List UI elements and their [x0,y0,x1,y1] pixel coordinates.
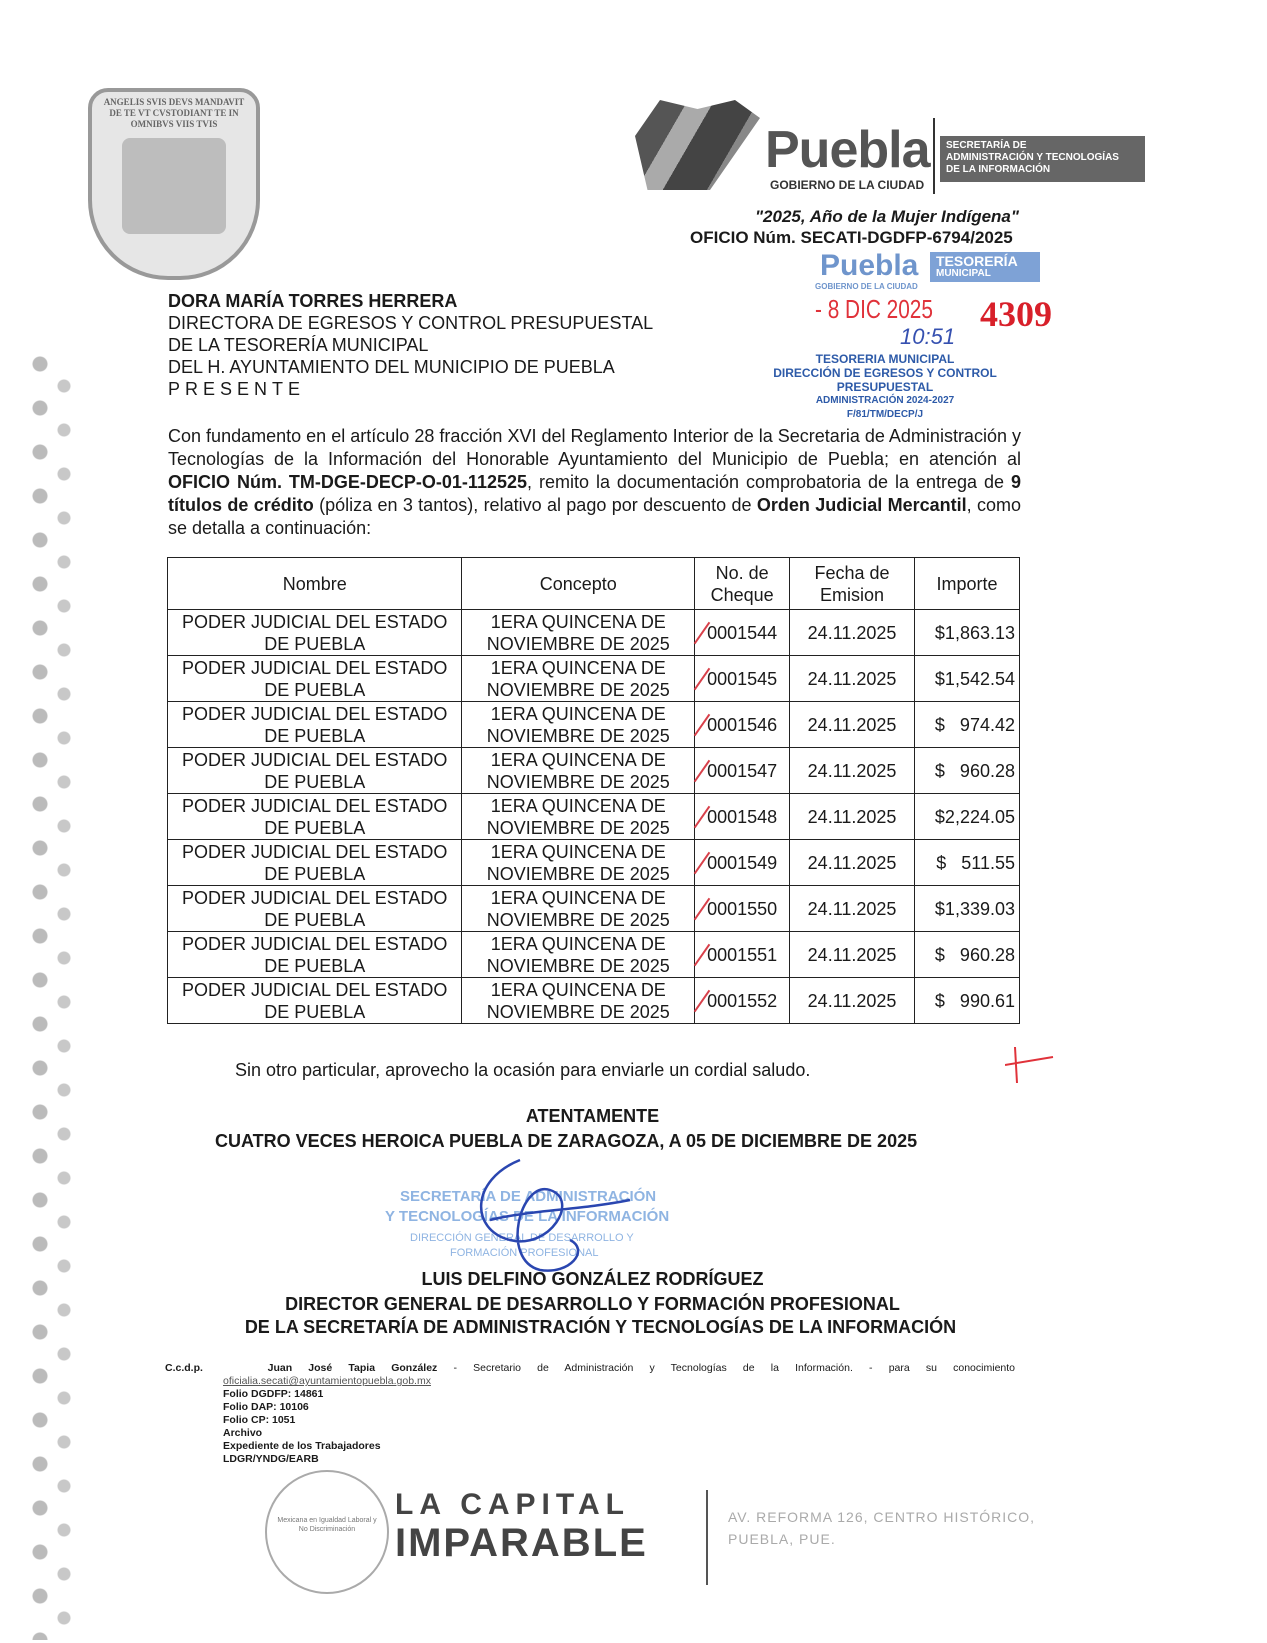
cell-importe: $1,339.03 [915,886,1020,932]
table-row [168,610,1020,656]
table-header-row [168,558,1020,610]
column-header: No. de Cheque [695,558,790,610]
crest-castle-icon [122,138,226,234]
cell-nombre: PODER JUDICIAL DEL ESTADO DE PUEBLA [168,656,462,702]
signer-title-1: DIRECTOR GENERAL DE DESARROLLO Y FORMACIÓN PROFESIONAL [285,1294,900,1314]
cell-importe: $ 960.28 [915,932,1020,978]
city-crest-logo [88,88,260,280]
addressee-presente: PRESENTE [168,379,306,399]
cell-concepto: 1ERA QUINCENA DE NOVIEMBRE DE 2025 [462,840,695,886]
received-date-stamp: - 8 DIC 2025 [815,294,933,324]
ccp-description: - Secretario de Administración y Tecnologías de la Información. - para su conocimiento [453,1362,1015,1374]
cell-nombre: PODER JUDICIAL DEL ESTADO DE PUEBLA [168,978,462,1024]
puebla-emblem-icon [635,100,760,190]
column-header: Nombre [168,558,462,610]
handwritten-signature [430,1140,650,1280]
cell-cheque: 0001547 [695,748,790,794]
tesoreria-box-line1: TESORERÍA [936,253,1018,269]
cell-nombre: PODER JUDICIAL DEL ESTADO DE PUEBLA [168,610,462,656]
body-text-2: , remito la documentación comprobatoria de la entrega de [527,472,1011,492]
ccp-label: C.c.d.p. [165,1362,203,1374]
cell-fecha: 24.11.2025 [790,610,915,656]
cell-concepto: 1ERA QUINCENA DE NOVIEMBRE DE 2025 [462,978,695,1024]
cell-concepto: 1ERA QUINCENA DE NOVIEMBRE DE 2025 [462,932,695,978]
address-line1: AV. REFORMA 126, CENTRO HISTÓRICO, [728,1509,1036,1525]
received-line3: PRESUPUESTAL [836,380,934,394]
archivo: Archivo [223,1427,263,1439]
closing-text: Sin otro particular, aprovecho la ocasión para enviarle un cordial saludo. [235,1060,811,1080]
received-line4: ADMINISTRACIÓN 2024-2027 [815,395,955,406]
expediente: Expediente de los Trabajadores [223,1440,381,1452]
place-and-date: CUATRO VECES HEROICA PUEBLA DE ZARAGOZA, A 05 DE DICIEMBRE DE 2025 [215,1131,918,1151]
initials: LDGR/YNDG/EARB [223,1453,319,1465]
addressee-block [168,290,653,400]
cell-cheque: 0001551 [695,932,790,978]
cell-cheque: 0001549 [695,840,790,886]
received-folio-number: 4309 [980,294,1052,334]
column-header: Fecha de Emision [790,558,915,610]
body-titles-count: 9 títulos de crédito [168,472,1021,515]
folio-cp: Folio CP: 1051 [223,1414,296,1426]
table-row [168,656,1020,702]
body-text-4: , como se detalla a continuación: [168,495,1021,538]
cell-fecha: 24.11.2025 [790,840,915,886]
column-header: Importe [915,558,1020,610]
secretaria-line1: SECRETARÍA DE [946,140,1027,151]
cell-importe: $ 974.42 [915,702,1020,748]
cell-importe: $1,542.54 [915,656,1020,702]
cell-fecha: 24.11.2025 [790,978,915,1024]
logo-word: Puebla [765,121,930,179]
addressee-line1: DIRECTORA DE EGRESOS Y CONTROL PRESUPUESTAL [168,313,654,333]
cell-importe: $2,224.05 [915,794,1020,840]
cell-importe: $ 960.28 [915,748,1020,794]
cell-concepto: 1ERA QUINCENA DE NOVIEMBRE DE 2025 [462,656,695,702]
footer-divider [706,1490,708,1585]
table-row [168,702,1020,748]
addressee-line3: DEL H. AYUNTAMIENTO DEL MUNICIPIO DE PUEBLA [168,357,615,377]
cell-importe: $ 511.55 [915,840,1020,886]
equality-certification-seal [265,1470,389,1594]
cell-cheque: 0001544 [695,610,790,656]
capital-imparable-logo [395,1488,648,1564]
signer-name: LUIS DELFINO GONZÁLEZ RODRÍGUEZ [421,1269,764,1289]
table-row [168,886,1020,932]
cell-cheque: 0001552 [695,978,790,1024]
slogan-line2: IMPARABLE [395,1521,648,1565]
table-body [168,610,1020,1024]
cell-concepto: 1ERA QUINCENA DE NOVIEMBRE DE 2025 [462,748,695,794]
cell-nombre: PODER JUDICIAL DEL ESTADO DE PUEBLA [168,702,462,748]
cell-concepto: 1ERA QUINCENA DE NOVIEMBRE DE 2025 [462,794,695,840]
cell-fecha: 24.11.2025 [790,702,915,748]
ccp-block [165,1362,1015,1466]
table-row [168,794,1020,840]
cell-cheque: 0001546 [695,702,790,748]
body-order-type: Orden Judicial Mercantil [756,495,967,515]
table-row [168,840,1020,886]
cell-fecha: 24.11.2025 [790,656,915,702]
atentamente: ATENTAMENTE [525,1106,660,1126]
table-row [168,748,1020,794]
addressee-name: DORA MARÍA TORRES HERRERA [168,291,458,311]
handwritten-time: 10:51 [900,324,956,349]
secretaria-line3: DE LA INFORMACIÓN [946,164,1051,175]
puebla-secati-logo [635,100,1145,195]
cell-fecha: 24.11.2025 [790,794,915,840]
received-stamp-text [740,352,1030,422]
addressee-line2: DE LA TESORERÍA MUNICIPAL [168,335,429,355]
cheques-table [167,557,1020,1024]
body-paragraph [168,425,1021,540]
body-text-1: Con fundamento en el artículo 28 fracción XVI del Reglamento Interior de la Secretaria de Administración y Tecnologías de la Información del Honorable Ayuntamiento del Municipio de Puebla; en atención al [168,426,1021,469]
cell-concepto: 1ERA QUINCENA DE NOVIEMBRE DE 2025 [462,886,695,932]
cell-importe: $1,863.13 [915,610,1020,656]
sec-stamp-line1: SECRETARÍA DE ADMINISTRACIÓN [400,1188,657,1205]
secretaria-box [940,136,1145,182]
cell-nombre: PODER JUDICIAL DEL ESTADO DE PUEBLA [168,748,462,794]
ccp-name: Juan José Tapia González [267,1362,438,1374]
tesoreria-subtitle: GOBIERNO DE LA CIUDAD [815,282,918,291]
footer-address [728,1506,1035,1550]
oficio-number: OFICIO Núm. SECATI-DGDFP-6794/2025 [690,228,1013,247]
cell-concepto: 1ERA QUINCENA DE NOVIEMBRE DE 2025 [462,610,695,656]
folio-dap: Folio DAP: 10106 [223,1401,309,1413]
column-header: Concepto [462,558,695,610]
year-motto: "2025, Año de la Mujer Indígena" [755,207,1019,226]
sec-stamp-line4: FORMACIÓN PROFESIONAL [450,1247,599,1259]
decorative-border [28,350,78,1640]
tesoreria-word: Puebla [820,249,919,282]
red-check-mark [1005,1045,1055,1085]
cell-importe: $ 990.61 [915,978,1020,1024]
address-line2: PUEBLA, PUE. [728,1531,836,1547]
table-row [168,932,1020,978]
cell-nombre: PODER JUDICIAL DEL ESTADO DE PUEBLA [168,794,462,840]
cell-concepto: 1ERA QUINCENA DE NOVIEMBRE DE 2025 [462,702,695,748]
tesoreria-stamp [720,250,1040,292]
slogan-line1: LA CAPITAL [395,1488,630,1521]
sec-stamp-line2: Y TECNOLOGÍAS DE LA INFORMACIÓN [385,1208,670,1225]
cell-fecha: 24.11.2025 [790,886,915,932]
cell-cheque: 0001550 [695,886,790,932]
body-oficio-ref: OFICIO Núm. TM-DGE-DECP-O-01-112525 [168,472,528,492]
cell-nombre: PODER JUDICIAL DEL ESTADO DE PUEBLA [168,932,462,978]
sec-stamp-line3: DIRECCIÓN GENERAL DE DESARROLLO Y [410,1232,634,1244]
tesoreria-box-line2: MUNICIPAL [936,268,991,279]
tesoreria-box [930,252,1040,282]
received-line1: TESORERIA MUNICIPAL [815,352,955,366]
table-row [168,978,1020,1024]
cell-cheque: 0001548 [695,794,790,840]
cell-cheque: 0001545 [695,656,790,702]
folio-dgdfp: Folio DGDFP: 14861 [223,1388,324,1400]
received-line5: F/81/TM/DECP/J [846,409,924,420]
signer-title-2: DE LA SECRETARÍA DE ADMINISTRACIÓN Y TECNOLOGÍAS DE LA INFORMACIÓN [244,1317,957,1337]
crest-motto: ANGELIS SVIS DEVS MANDAVIT DE TE VT CVSTODIANT TE IN OMNIBVS VIIS TVIS [103,97,245,129]
cell-fecha: 24.11.2025 [790,932,915,978]
cell-nombre: PODER JUDICIAL DEL ESTADO DE PUEBLA [168,840,462,886]
body-text-3: (póliza en 3 tantos), relativo al pago por descuento de [313,495,757,515]
logo-divider [933,118,935,194]
seal-text: Mexicana en Igualdad Laboral y No Discriminación [277,1517,377,1533]
logo-subtitle: GOBIERNO DE LA CIUDAD [770,178,925,192]
secretaria-line2: ADMINISTRACIÓN Y TECNOLOGÍAS [946,152,1119,163]
cell-nombre: PODER JUDICIAL DEL ESTADO DE PUEBLA [168,886,462,932]
received-line2: DIRECCIÓN DE EGRESOS Y CONTROL [773,366,997,380]
ccp-email: oficialia.secati@ayuntamientopuebla.gob.mx [223,1375,431,1387]
cell-fecha: 24.11.2025 [790,748,915,794]
